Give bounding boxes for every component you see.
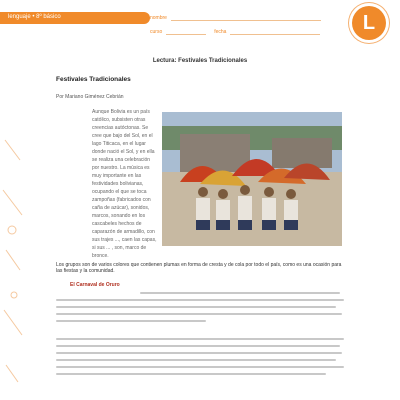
- text-line: [56, 373, 326, 375]
- text-line: [56, 352, 342, 354]
- festival-photo: [162, 112, 342, 246]
- text-line: [56, 359, 336, 361]
- subject-badge: [352, 6, 386, 40]
- course-label: curso: [150, 29, 163, 35]
- text-line: [56, 306, 336, 308]
- name-field-line[interactable]: [171, 14, 321, 21]
- student-info-fields: [150, 10, 340, 38]
- pencil-decoration-icon: [0, 120, 30, 400]
- body-text-block-1: [56, 292, 344, 327]
- photo-caption: Los grupos son de varios colores que contienen plumas en forma de cresta y de cola por todo el país, como es una ocasión para las fiestas y la comunidad.: [56, 262, 342, 274]
- article-heading: Festivales Tradicionales: [56, 76, 131, 83]
- paragraph-title: El Carnaval de Oruro: [70, 282, 120, 288]
- article-author: Por Mariano Giménez Cebrián: [56, 94, 124, 100]
- name-label: nombre: [150, 15, 167, 21]
- text-line: [56, 338, 344, 340]
- document-title: Lectura: Festivales Tradicionales: [152, 58, 248, 64]
- badge-letter: L: [362, 11, 376, 34]
- text-line: [140, 292, 340, 294]
- festival-photo-image: [162, 112, 342, 246]
- subject-grade: lenguaje • 8º básico: [8, 14, 61, 20]
- text-line: [56, 320, 206, 322]
- date-field-line[interactable]: [230, 28, 320, 35]
- course-date-row: [150, 28, 320, 35]
- subject-header-band: [0, 12, 150, 24]
- text-line: [56, 366, 344, 368]
- date-label: fecha: [214, 29, 227, 35]
- body-text-block-2: [56, 338, 344, 380]
- text-line: [56, 345, 340, 347]
- text-line: [56, 313, 342, 315]
- text-line: [56, 299, 344, 301]
- intro-paragraph: Aunque Bolivia es un país católico, subsisten otras creencias autóctonas. Se cree que bajo del Sol, en el lago Titicaca, en el lugar donde nació el Sol, y en ella se realiza una celebración por nuestro. La música es muy importante en las festividades bolivianas, ocupando el que se toca zampoñas (fabricados con caña de azúcar), sonidos, marcos, sonando en los cascabeles hechos de caparazón de armadillo, con sus trajes ..., caen las capas, si sus ... , son, marco de bronce.: [92, 109, 157, 258]
- course-field-line[interactable]: [166, 28, 206, 35]
- name-field-row: [150, 14, 321, 21]
